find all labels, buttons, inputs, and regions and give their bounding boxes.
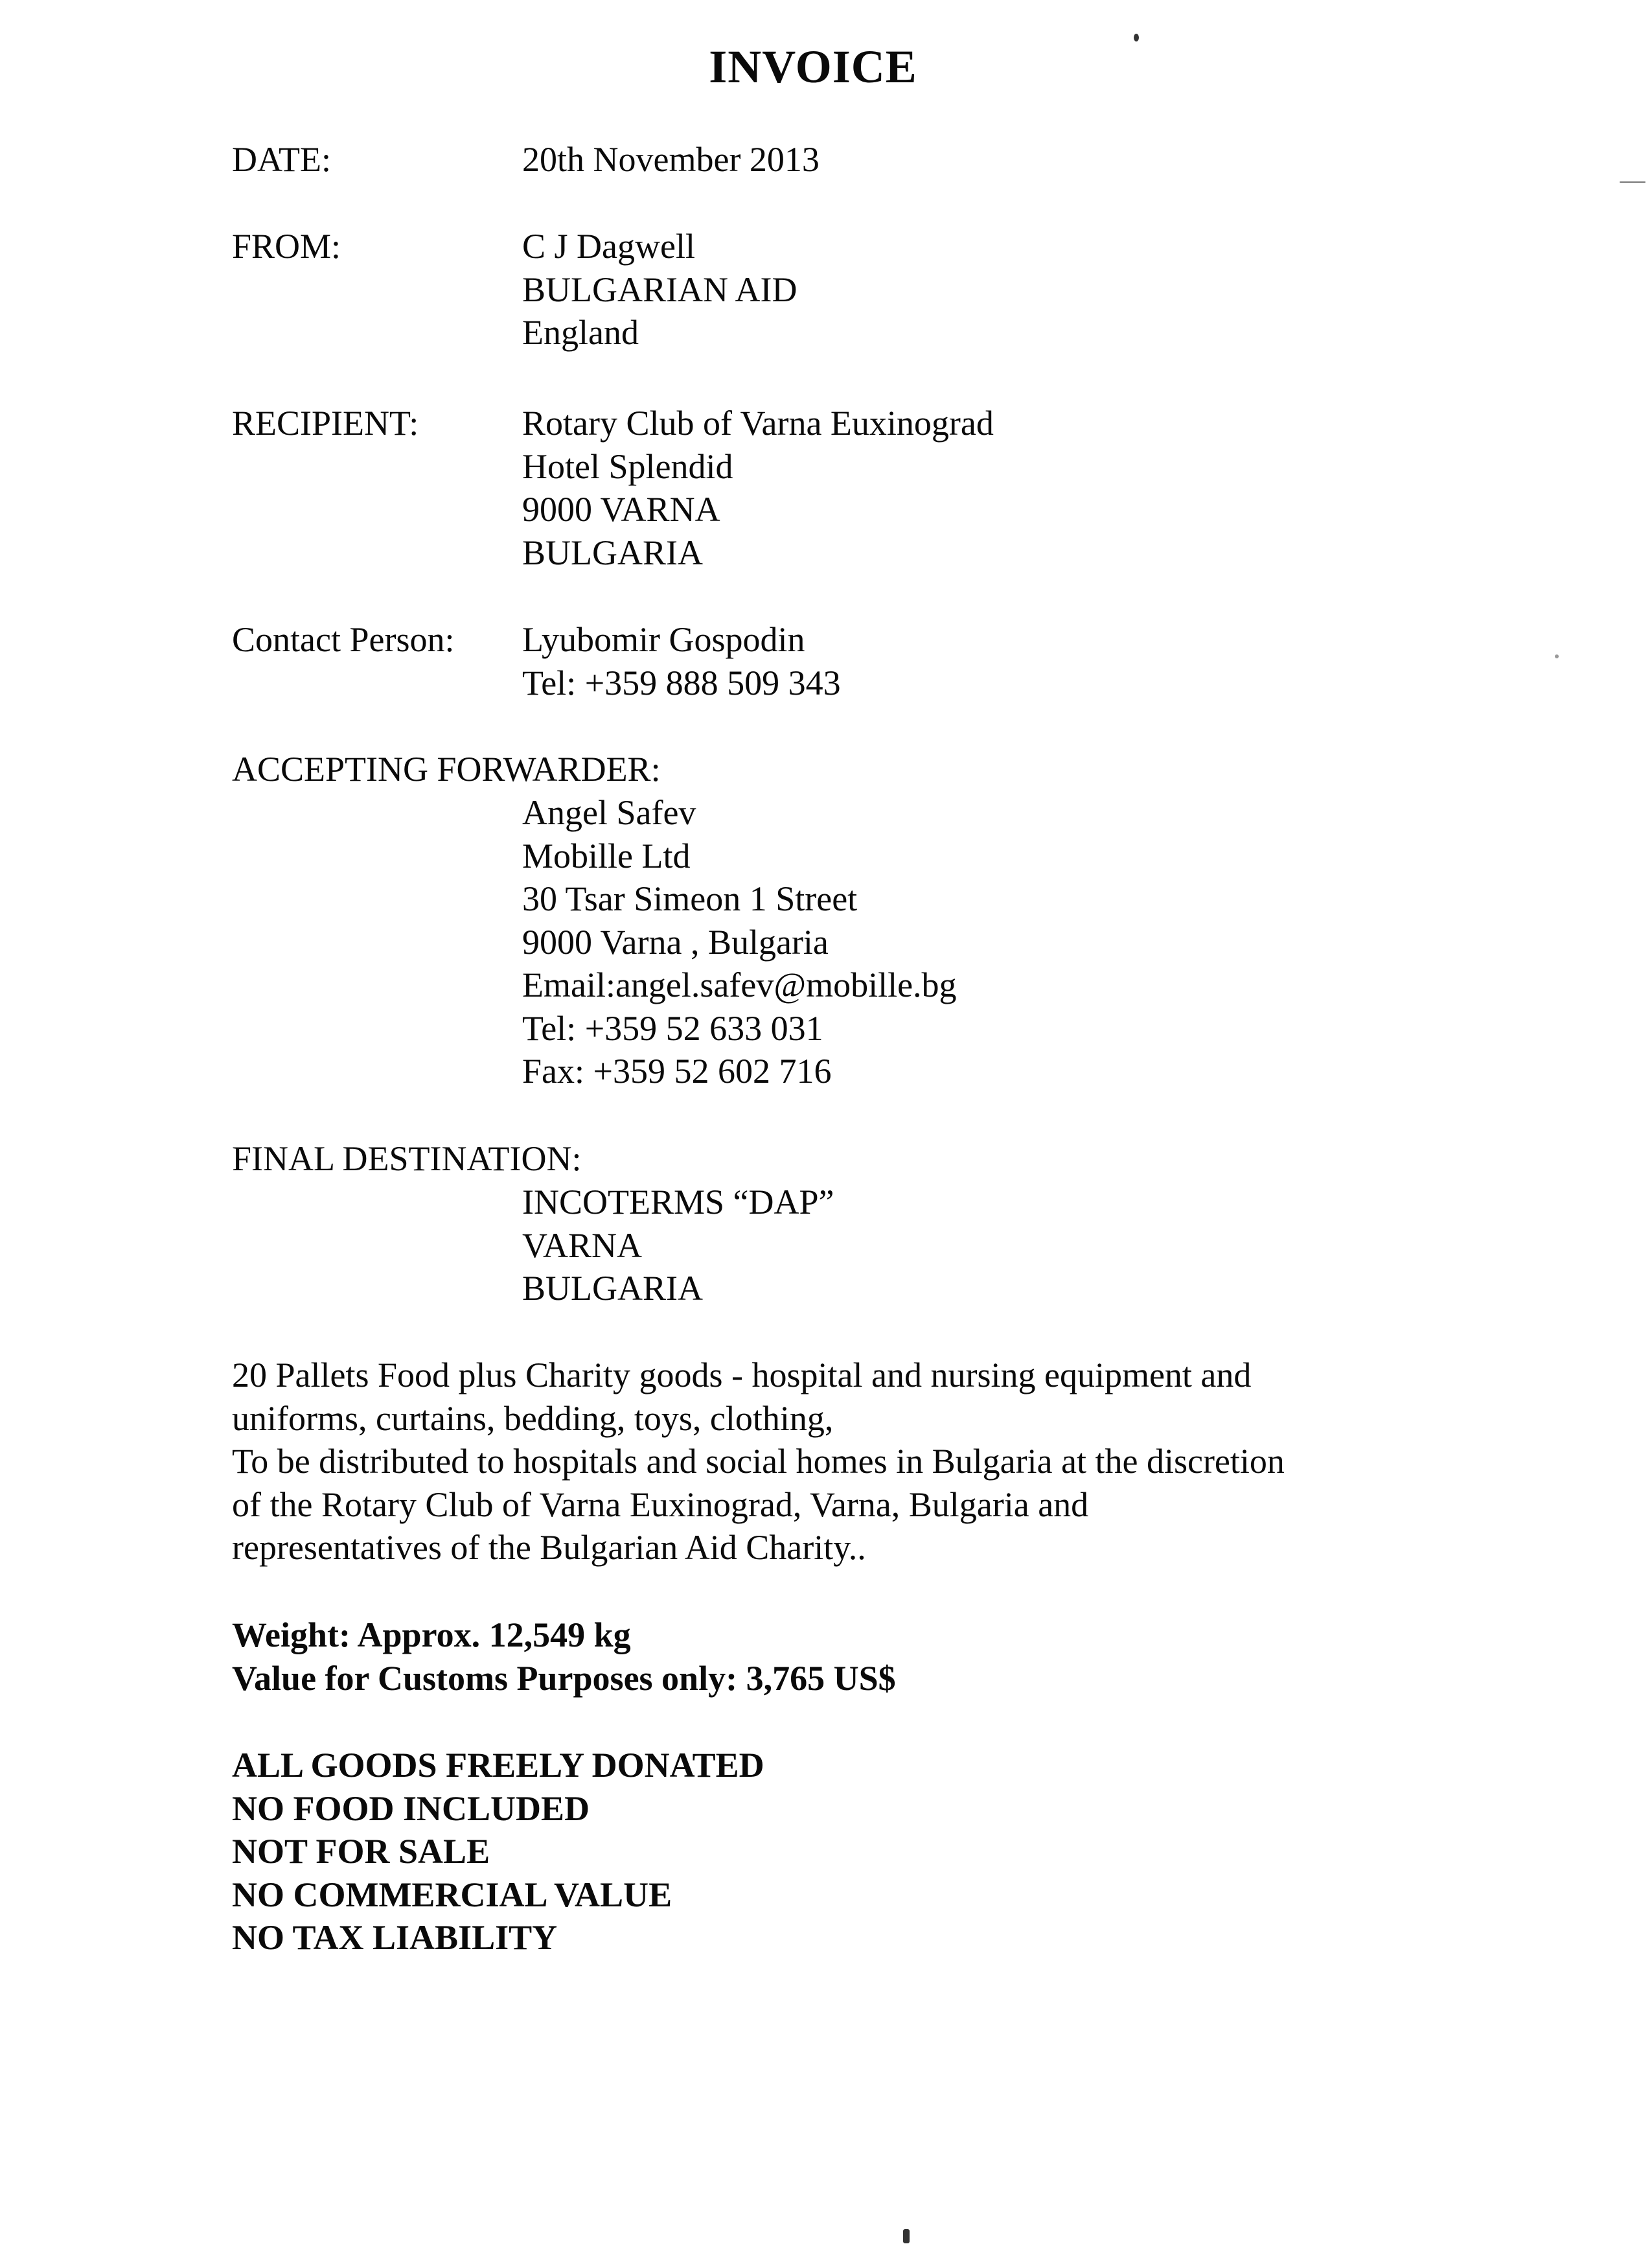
goods-description (232, 1354, 1285, 1569)
recipient-line: BULGARIA (522, 533, 703, 572)
destination-line: VARNA (522, 1225, 643, 1265)
date-label: DATE: (232, 140, 331, 179)
document-title: INVOICE (709, 41, 917, 93)
destination-line: INCOTERMS “DAP” (522, 1183, 834, 1221)
description-line: representatives of the Bulgarian Aid Charity.. (232, 1528, 866, 1567)
contact-details (522, 618, 841, 704)
recipient-line: Hotel Splendid (522, 446, 733, 486)
weight-line: Weight: Approx. 12,549 kg (232, 1615, 631, 1654)
destination-line: BULGARIA (522, 1269, 703, 1308)
contact-label: Contact Person: (232, 620, 455, 659)
declaration-line: ALL GOODS FREELY DONATED (232, 1746, 764, 1785)
from-line: England (522, 313, 639, 352)
scan-speck (1620, 181, 1646, 183)
description-line: To be distributed to hospitals and social homes in Bulgaria at the discretion (232, 1442, 1285, 1481)
forwarder-line: Tel: +359 52 633 031 (522, 1008, 823, 1048)
contact-line: Lyubomir Gospodin (522, 620, 805, 659)
scan-speck (1555, 654, 1559, 658)
from-line: C J Dagwell (522, 227, 695, 266)
destination-label: FINAL DESTINATION: (232, 1139, 582, 1178)
from-address (522, 225, 797, 354)
shipment-summary (232, 1613, 896, 1700)
forwarder-line: Fax: +359 52 602 716 (522, 1052, 832, 1091)
description-line: uniforms, curtains, bedding, toys, clothing, (232, 1398, 834, 1438)
declaration-line: NO FOOD INCLUDED (232, 1788, 590, 1828)
from-label: FROM: (232, 227, 341, 266)
recipient-line: 9000 VARNA (522, 490, 720, 529)
recipient-line: Rotary Club of Varna Euxinograd (522, 404, 994, 443)
contact-line: Tel: +359 888 509 343 (522, 663, 841, 702)
from-line: BULGARIAN AID (522, 270, 797, 309)
declarations (232, 1744, 764, 1960)
recipient-label: RECIPIENT: (232, 404, 419, 443)
recipient-address (522, 402, 994, 574)
forwarder-line: Mobille Ltd (522, 836, 691, 875)
destination-details (522, 1181, 834, 1310)
forwarder-line: 30 Tsar Simeon 1 Street (522, 879, 858, 918)
declaration-line: NO TAX LIABILITY (232, 1918, 558, 1957)
scan-speck (1134, 34, 1139, 41)
forwarder-label: ACCEPTING FORWARDER: (232, 750, 661, 789)
scan-speck (903, 2229, 910, 2243)
date-value: 20th November 2013 (522, 140, 820, 179)
forwarder-email: Email:angel.safev@mobille.bg (522, 966, 957, 1004)
customs-value-line: Value for Customs Purposes only: 3,765 US$ (232, 1658, 896, 1698)
forwarder-line: Angel Safev (522, 793, 696, 832)
description-line: 20 Pallets Food plus Charity goods - hospital and nursing equipment and (232, 1356, 1252, 1394)
declaration-line: NO COMMERCIAL VALUE (232, 1875, 672, 1914)
forwarder-details (522, 791, 957, 1093)
forwarder-line: 9000 Varna , Bulgaria (522, 922, 829, 962)
description-line: of the Rotary Club of Varna Euxinograd, Varna, Bulgaria and (232, 1485, 1089, 1524)
declaration-line: NOT FOR SALE (232, 1832, 490, 1871)
